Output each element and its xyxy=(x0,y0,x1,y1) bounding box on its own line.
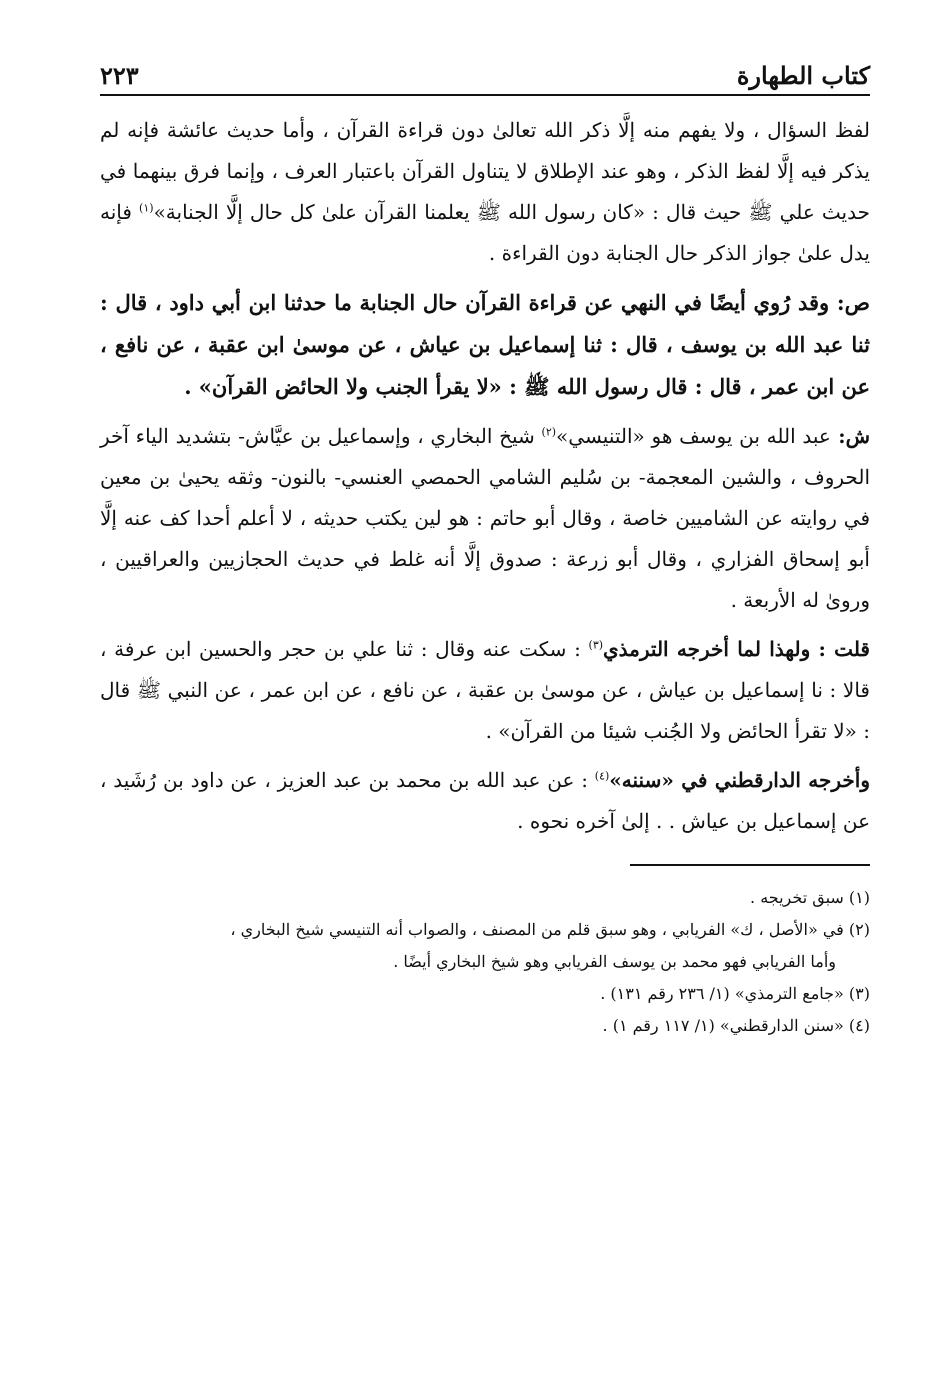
paragraph-text: عبد الله بن يوسف هو «التنيسي» xyxy=(556,424,831,448)
footnote-separator xyxy=(630,864,870,866)
footnote-ref-1: (١) xyxy=(139,201,154,215)
paragraph-text-cont: : سكت عنه وقال : ثنا علي بن حجر والحسين ابن عرفة ، قالا : نا إسماعيل بن عياش ، عن موسىٰ بن عقبة ، عن نافع ، عن ابن عمر ، عن النبي ﷺ قال : «لا تقرأ الحائض ولا الجُنب شيئا من القرآن» . xyxy=(100,637,870,743)
footnote-ref-4: (٤) xyxy=(594,769,610,783)
page-number: ٢٢٣ xyxy=(100,61,139,90)
qultu-marker: قلت : ولهذا لما أخرجه الترمذي xyxy=(603,637,870,661)
footnote-2: (٢) في «الأصل ، ك» الفريابي ، وهو سبق قلم من المصنف ، والصواب أنه التنيسي شيخ البخاري ، xyxy=(230,920,870,939)
chapter-title: كتاب الطهارة xyxy=(736,61,870,90)
paragraph-text-cont: فإنه يدل علىٰ جواز الذكر حال الجنابة دون القراءة . xyxy=(100,200,870,265)
paragraph-text: لفظ السؤال ، ولا يفهم منه إلَّا ذكر الله تعالىٰ دون قراءة القرآن ، وأما حديث عائشة فإنه لم يذكر فيه إلَّا لفظ الذكر ، وهو عند الإطلاق لا يتناول القرآن باعتبار العرف ، وإنما فرق بينهما في حديث علي ﷺ حيث قال : «كان رسول الله ﷺ يعلمنا القرآن علىٰ كل حال إلَّا الجنابة» xyxy=(100,118,870,224)
footnote-1: (١) سبق تخريجه . xyxy=(750,888,870,907)
footnote-ref-3: (٣) xyxy=(588,638,604,652)
page-header xyxy=(100,50,870,96)
paragraph-text-cont: : عن عبد الله بن محمد بن عبد العزيز ، عن داود بن رُشَيد ، عن إسماعيل بن عياش . . إلىٰ آخره نحوه . xyxy=(100,768,870,833)
footnote-2-continuation: وأما الفريابي فهو محمد بن يوسف الفريابي وهو شيخ البخاري أيضًا . xyxy=(393,952,836,971)
footnote-4: (٤) «سنن الدارقطني» (١/ ١١٧ رقم ١) . xyxy=(602,1016,870,1035)
footnote-3: (٣) «جامع الترمذي» (١/ ٢٣٦ رقم ١٣١) . xyxy=(600,984,870,1003)
footnote-ref-2: (٢) xyxy=(541,425,557,439)
paragraph-qultu xyxy=(100,629,870,752)
sad-marker: ص: xyxy=(829,290,871,315)
daraqutni-marker: وأخرجه الدارقطني في «سننه» xyxy=(609,768,870,792)
paragraph-sad-text xyxy=(100,282,870,408)
book-page xyxy=(100,50,870,1338)
paragraph-sharh xyxy=(100,416,870,621)
paragraph-text: وقد رُوي أيضًا في النهي عن قراءة القرآن حال الجنابة ما حدثنا ابن أبي داود ، قال : ثنا عبد الله بن يوسف ، قال : ثنا إسماعيل بن عياش ، عن موسىٰ ابن عقبة ، عن نافع ، عن ابن عمر ، قال : قال رسول الله ﷺ : «لا يقرأ الجنب ولا الحائض القرآن» . xyxy=(100,290,870,399)
shin-marker: ش: xyxy=(830,424,870,448)
paragraph-commentary-1 xyxy=(100,110,870,274)
main-text xyxy=(100,110,870,842)
footnotes xyxy=(100,882,870,1042)
paragraph-text-cont: شيخ البخاري ، وإسماعيل بن عيَّاش- بتشديد الياء آخر الحروف ، والشين المعجمة- بن سُليم الشامي الحمصي العنسي- بالنون- وثقه يحيىٰ بن معين في روايته عن الشاميين خاصة ، وقال أبو حاتم : هو لين يكتب حديثه ، لا أعلم أحدا كف عنه إلَّا أبو إسحاق الفزاري ، وقال أبو زرعة : صدوق إلَّا أنه غلط في حديث الحجازيين والعراقيين ، وروىٰ له الأربعة . xyxy=(100,424,870,612)
paragraph-daraqutni xyxy=(100,760,870,842)
